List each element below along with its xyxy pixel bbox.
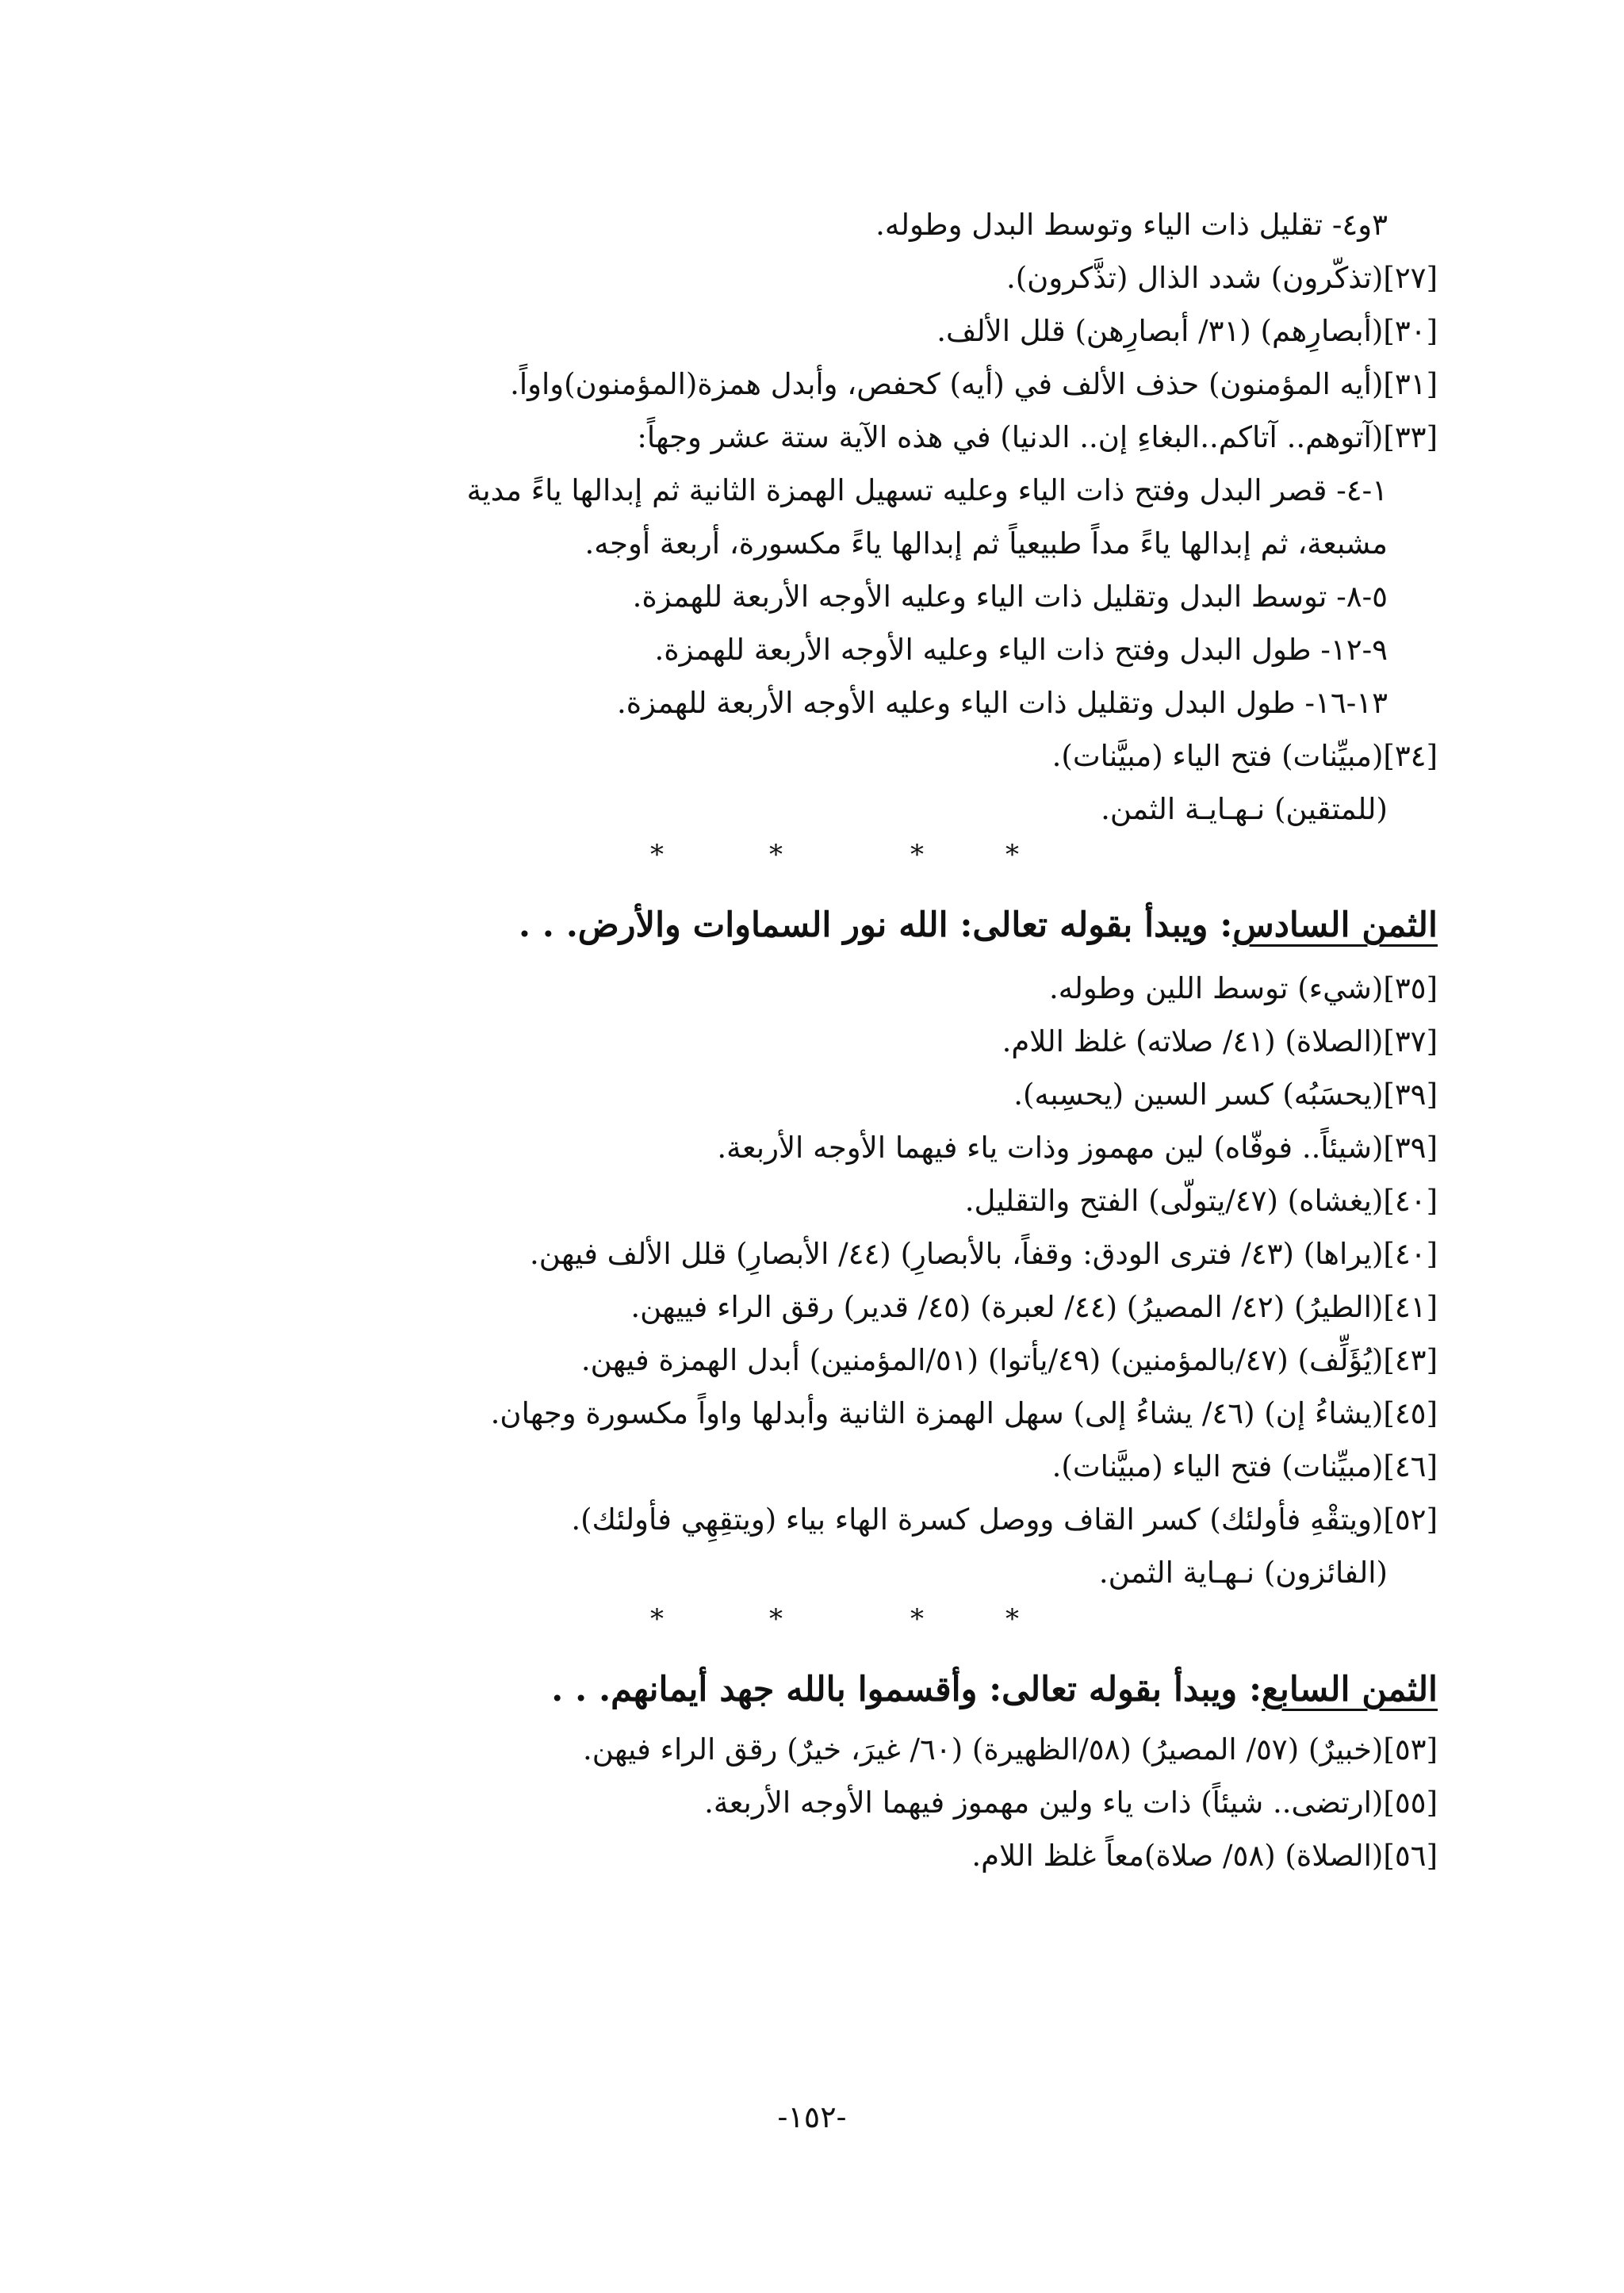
text-line: [٣٤](مبيِّنات) فتح الياء (مبيَّنات). — [1051, 739, 1438, 773]
text-line: [٣٥](شيء) توسط اللين وطوله. — [1049, 971, 1438, 1005]
text-line: [٥٦](الصلاة) (٥٨/ صلاة)معاً غلظ اللام. — [971, 1839, 1438, 1873]
text-line: [٣٧](الصلاة) (٤١/ صلاته) غلظ اللام. — [1002, 1024, 1438, 1058]
asterisk: * — [650, 1603, 664, 1635]
asterisk: * — [1005, 839, 1019, 871]
text-line: [٤٠](يغشاه) (٤٧/يتولّى) الفتح والتقليل. — [964, 1184, 1438, 1218]
section-heading — [551, 1667, 1438, 1713]
text-line: ١٣-١٦- طول البدل وتقليل ذات الياء وعليه الأوجه الأربعة للهمزة. — [616, 686, 1388, 720]
section-separator — [0, 839, 1624, 886]
text-line: [٥٢](ويتقْهِ فأولئك) كسر القاف ووصل كسرة الهاء بياء (ويتقِهِي فأولئك). — [571, 1503, 1438, 1537]
text-line: مشبعة، ثم إبدالها ياءً مداً طبيعياً ثم إبدالها ياءً مكسورة، أربعة أوجه. — [584, 526, 1388, 561]
text-line: [٣٩](يحسَبُه) كسر السين (يحسِبه). — [1013, 1078, 1438, 1112]
section-separator — [0, 1603, 1624, 1651]
asterisk: * — [650, 839, 664, 871]
text-line: ١-٤- قصر البدل وفتح ذات الياء وعليه تسهيل الهمزة الثانية ثم إبدالها ياءً مدية — [466, 473, 1388, 507]
text-line: ٩-١٢- طول البدل وفتح ذات الياء وعليه الأوجه الأربعة للهمزة. — [654, 633, 1388, 667]
text-line: [٣٠](أبصارِهم) (٣١/ أبصارِهن) قلل الألف. — [936, 314, 1438, 348]
asterisk: * — [910, 839, 924, 871]
heading-lead: الثمن السادس — [1232, 905, 1438, 945]
text-line: [٤٠](يراها) (٤٣/ فترى الودق: وقفاً، بالأبصارِ) (٤٤/ الأبصارِ) قلل الألف فيهن. — [530, 1237, 1438, 1271]
text-line: [٣٩](شيئاً.. فوفّاه) لين مهموز وذات ياء فيهما الأوجه الأربعة. — [717, 1131, 1438, 1165]
section-heading — [519, 902, 1438, 948]
text-line: [٤٥](يشاءُ إن) (٤٦/ يشاءُ إلى) سهل الهمزة الثانية وأبدلها واواً مكسورة وجهان. — [490, 1396, 1438, 1430]
text-line: [٢٧](تذكّرون) شدد الذال (تذَّكرون). — [1005, 261, 1438, 295]
text-line: ٥-٨- توسط البدل وتقليل ذات الياء وعليه الأوجه الأربعة للهمزة. — [632, 580, 1388, 614]
text-line: [٤٦](مبيِّنات) فتح الياء (مبيَّنات). — [1051, 1449, 1438, 1483]
asterisk: * — [769, 839, 783, 871]
text-line: [٣١](أيه المؤمنون) حذف الألف في (أيه) كحفص، وأبدل همزة(المؤمنون)واواً. — [510, 367, 1438, 401]
heading-rest: : ويبدأ بقوله تعالى: وأقسموا بالله جهد أيمانهم. . . — [551, 1670, 1262, 1709]
text-line: [٤١](الطيرُ) (٤٢/ المصيرُ) (٤٤/ لعبرة) (٤٥/ قدير) رقق الراء فييهن. — [630, 1290, 1438, 1324]
text-line: [٣٣](آتوهم.. آتاكم..البغاءِ إن.. الدنيا) في هذه الآية ستة عشر وجهاً: — [637, 420, 1438, 454]
text-line: (للمتقين) نـهـايـة الثمن. — [1101, 792, 1388, 826]
text-line: [٥٥](ارتضى.. شيئاً) ذات ياء ولين مهموز فيهما الأوجه الأربعة. — [704, 1786, 1438, 1820]
text-line: (الفائزون) نـهـاية الثمن. — [1098, 1556, 1388, 1590]
page-number: -١٥٢- — [777, 2100, 847, 2134]
asterisk: * — [910, 1603, 924, 1635]
text-line: [٤٣](يُؤَلِّف) (٤٧/بالمؤمنين) (٤٩/يأتوا) (٥١/المؤمنين) أبدل الهمزة فيهن. — [580, 1343, 1438, 1377]
text-line: ٣و٤- تقليل ذات الياء وتوسط البدل وطوله. — [875, 208, 1388, 242]
heading-rest: : ويبدأ بقوله تعالى: الله نور السماوات والأرض. . . — [518, 905, 1233, 945]
heading-lead: الثمن السابع — [1262, 1670, 1438, 1709]
asterisk: * — [1005, 1603, 1019, 1635]
asterisk: * — [769, 1603, 783, 1635]
text-line: [٥٣](خبيرٌ) (٥٧/ المصيرُ) (٥٨/الظهيرة) (٦٠/ غيرَ، خيرٌ) رقق الراء فيهن. — [583, 1732, 1438, 1767]
